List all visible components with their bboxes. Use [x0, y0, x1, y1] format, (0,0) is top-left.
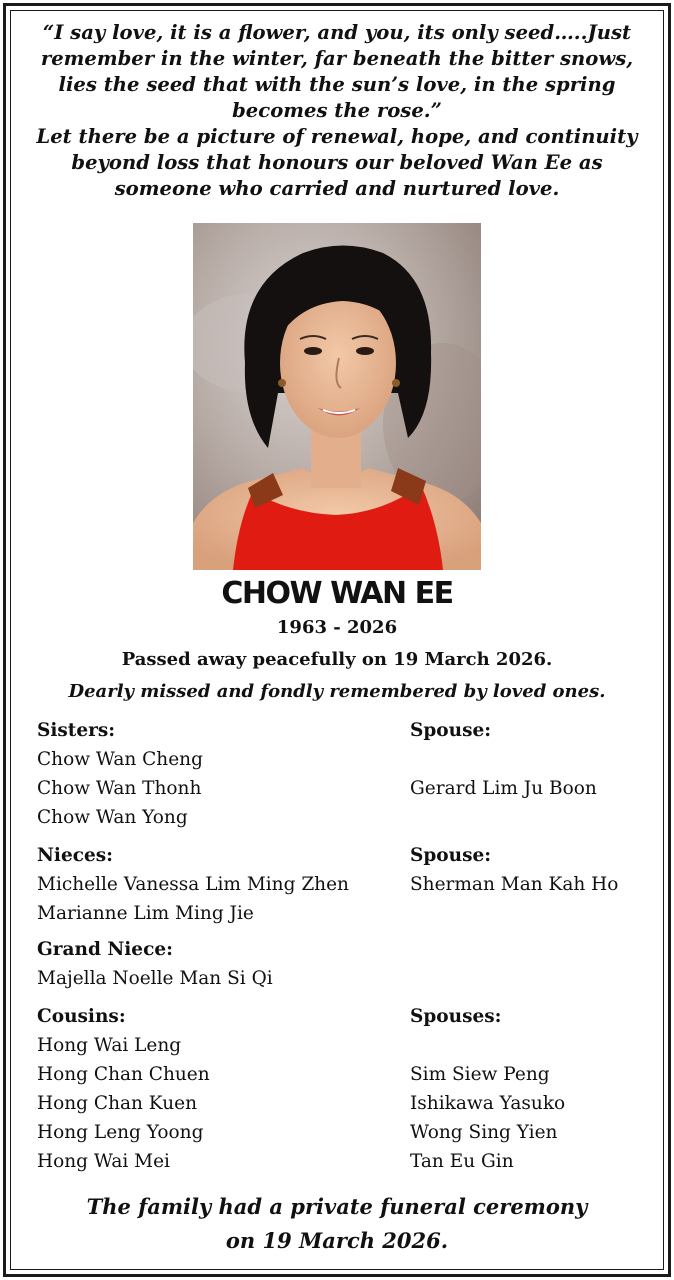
passed-away-notice: Passed away peacefully on 19 March 2026.	[121, 649, 553, 670]
spouse-heading: Spouse:	[410, 845, 492, 866]
portrait-illustration	[193, 223, 481, 570]
list-item: Wong Sing Yien	[410, 1122, 558, 1143]
memorial-quote	[30, 20, 644, 202]
quote-line: Let there be a picture of renewal, hope, and continuity	[36, 125, 638, 148]
quote-line: lies the seed that with the sun’s love, in the spring	[58, 73, 616, 96]
quote-line: “I say love, it is a flower, and you, its only seed…..Just	[42, 21, 632, 44]
sisters-spouse-list	[410, 716, 597, 803]
list-item: Chow Wan Thonh	[37, 778, 202, 799]
list-item: Michelle Vanessa Lim Ming Zhen	[37, 874, 349, 895]
list-item: Chow Wan Yong	[37, 807, 188, 828]
list-item: Chow Wan Cheng	[37, 749, 203, 770]
sisters-list	[37, 716, 203, 832]
grand-niece-list	[37, 935, 273, 993]
list-item: Gerard Lim Ju Boon	[410, 778, 597, 799]
nieces-heading: Nieces:	[37, 845, 113, 866]
closing-line: The family had a private funeral ceremony	[86, 1194, 588, 1219]
deceased-name: CHOW WAN EE	[221, 576, 453, 611]
list-item: Hong Chan Chuen	[37, 1064, 210, 1085]
list-item: Tan Eu Gin	[410, 1151, 514, 1172]
cousins-spouses-list	[410, 1002, 565, 1176]
list-item: Majella Noelle Man Si Qi	[37, 968, 273, 989]
list-item: Hong Leng Yoong	[37, 1122, 204, 1143]
grand-niece-heading: Grand Niece:	[37, 939, 173, 960]
cousins-list	[37, 1002, 210, 1176]
portrait-photo	[193, 223, 481, 570]
remembrance-line: Dearly missed and fondly remembered by loved ones.	[68, 681, 606, 702]
list-item: Marianne Lim Ming Jie	[37, 903, 254, 924]
list-item: Sherman Man Kah Ho	[410, 874, 619, 895]
list-item: Hong Wai Mei	[37, 1151, 170, 1172]
life-years: 1963 - 2026	[276, 617, 398, 638]
list-item: Sim Siew Peng	[410, 1064, 550, 1085]
spouse-heading: Spouse:	[410, 720, 492, 741]
sisters-heading: Sisters:	[37, 720, 116, 741]
quote-line: remember in the winter, far beneath the bitter snows,	[40, 47, 634, 70]
list-item: Ishikawa Yasuko	[410, 1093, 566, 1114]
nieces-spouse-list	[410, 841, 618, 899]
quote-line: someone who carried and nurtured love.	[114, 177, 560, 200]
spouses-heading: Spouses:	[410, 1006, 502, 1027]
closing-line: on 19 March 2026.	[225, 1228, 449, 1253]
quote-line: beyond loss that honours our beloved Wan Ee as	[71, 151, 603, 174]
cousins-heading: Cousins:	[37, 1006, 126, 1027]
list-item: Hong Wai Leng	[37, 1035, 182, 1056]
quote-line: becomes the rose.”	[232, 99, 442, 122]
nieces-list	[37, 841, 349, 928]
funeral-notice	[0, 1190, 674, 1258]
list-item: Hong Chan Kuen	[37, 1093, 197, 1114]
